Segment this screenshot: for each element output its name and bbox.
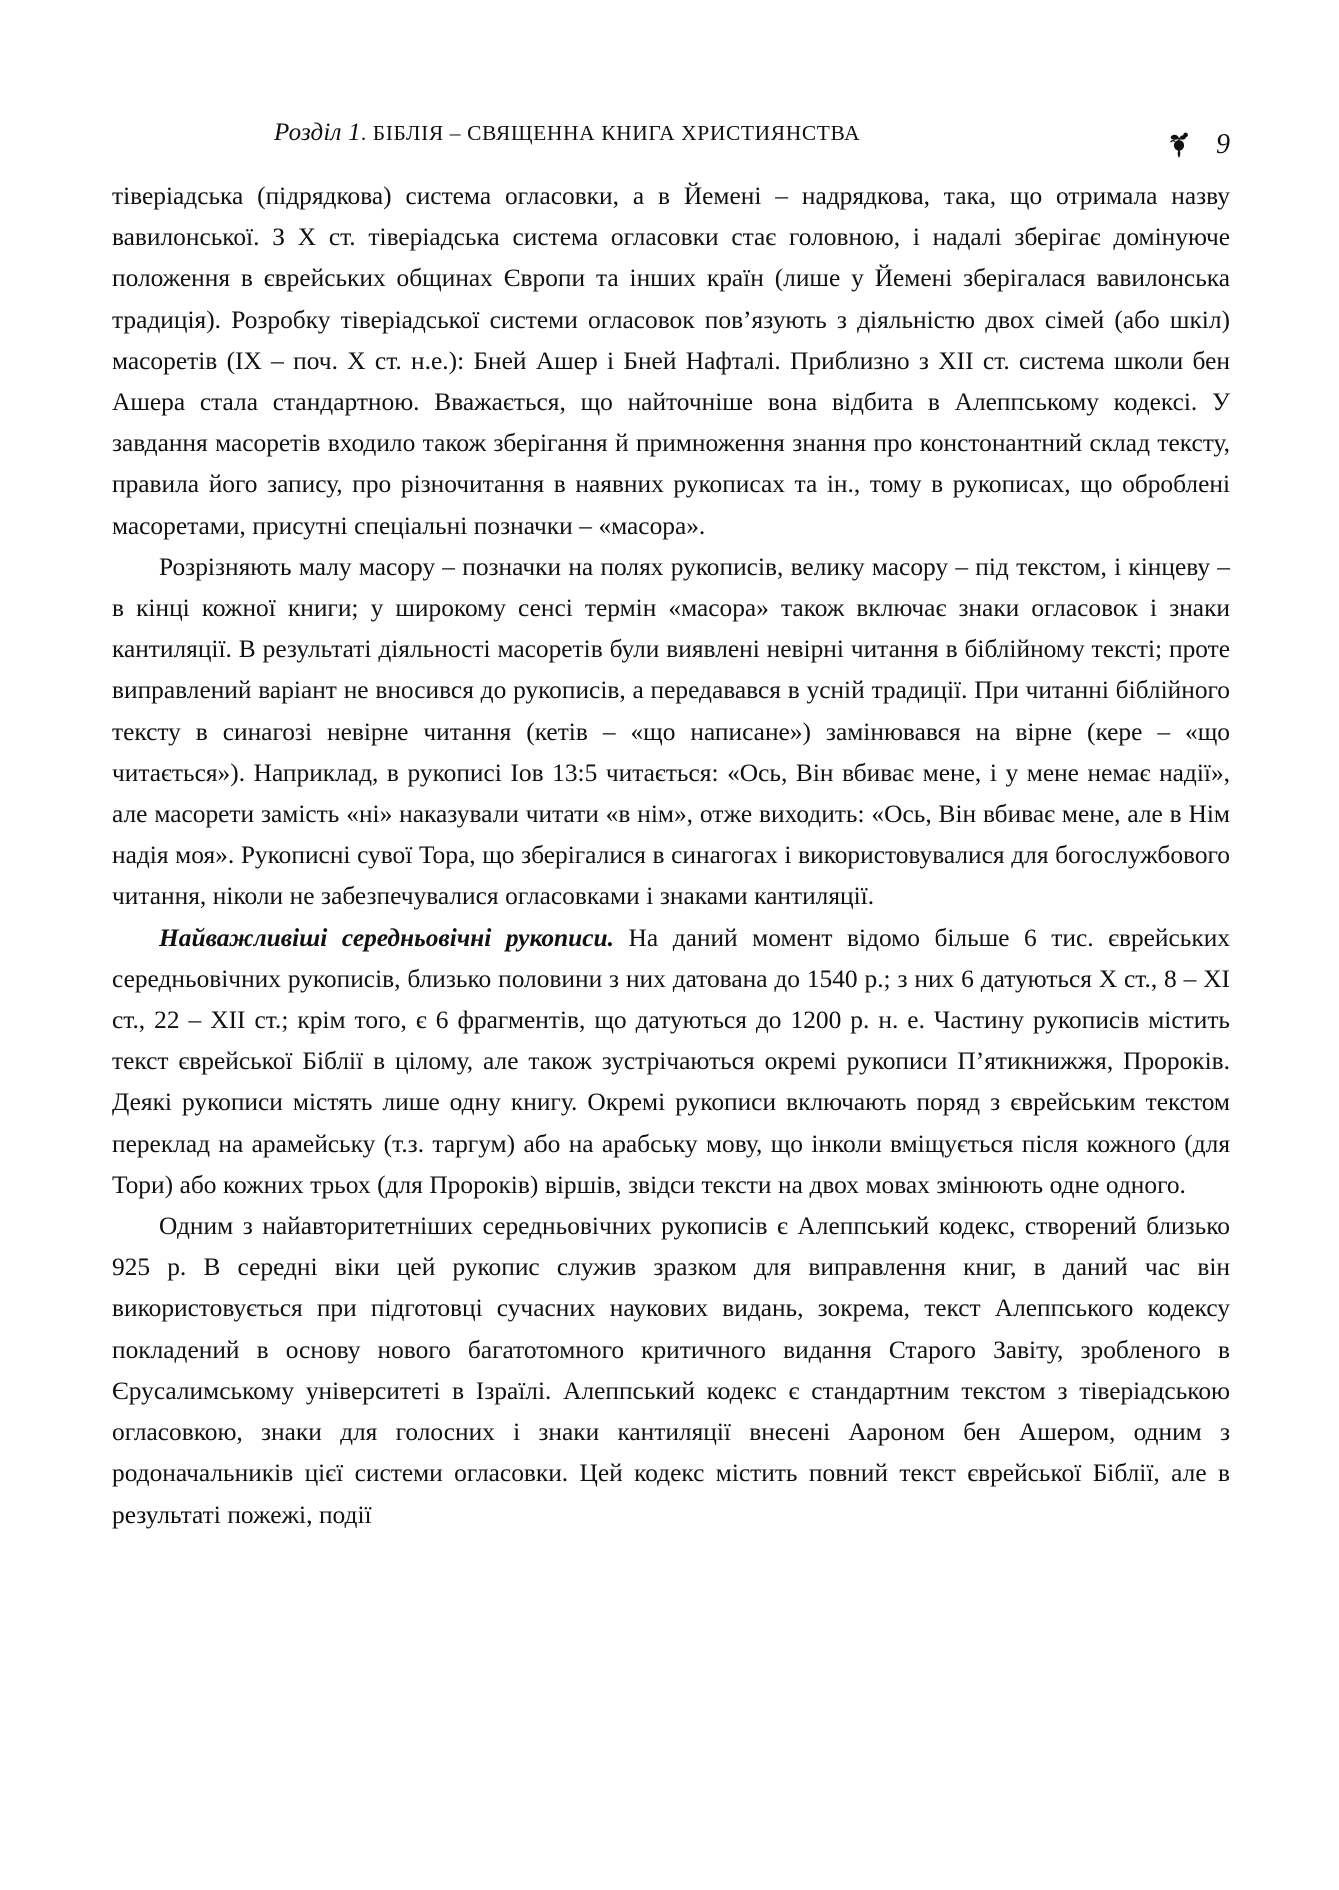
paragraph-text: Одним з найавторитетніших середньовічних рукописів є Алеппський кодекс, створений близько 925 р. В середні віки цей рукопис служив зразком для виправлення книг, в даний час він використовується при підготовці сучасних наукових видань, зокрема, текст Алеппського кодексу покладений в основу нового багатотомного критичного видання Старого Завіту, зробленого в Єрусалимському університеті в Ізраїлі. Алеппський кодекс є стандартним текстом з тіверіадською огласовкою, знаки для голосних і знаки кантиляції внесені Аароном бен Ашером, одним з родоначальників цієї системи огласовки. Цей кодекс містить повний текст єврейської Біблії, але в результаті пожежі, події bbox=[112, 1212, 1230, 1529]
header-separator: . bbox=[360, 121, 373, 145]
running-header bbox=[112, 118, 1230, 160]
paragraph-masora-types bbox=[112, 547, 1230, 918]
paragraph-aleppo-codex bbox=[112, 1206, 1230, 1536]
header-section-title: БІБЛІЯ – СВЯЩЕННА КНИГА ХРИСТИЯНСТВА bbox=[372, 121, 861, 145]
header-title bbox=[274, 118, 860, 148]
flower-ornament-icon bbox=[1164, 127, 1194, 159]
page-number: 9 bbox=[1216, 129, 1230, 160]
paragraph-text: На даний момент відомо більше 6 тис. єврейських середньовічних рукописів, близько половини з них датована до 1540 р.; з них 6 датуються Х ст., 8 – ХІ ст., 22 – ХІІ ст.; крім того, є 6 фрагментів, що датуються до 1200 р. н. е. Частину рукописів містить текст єврейської Біблії в цілому, але також зустрічаються окремі рукописи П’ятикнижжя, Пророків. Деякі рукописи містять лише одну книгу. Окремі рукописи включають поряд з єврейським текстом переклад на арамейську (т.з. таргум) або на арабську мову, що інколи вміщується після кожного (для Тори) або кожних трьох (для Пророків) віршів, звідси тексти на двох мовах змінюють одне одного. bbox=[112, 923, 1230, 1199]
paragraph-masoretic-systems bbox=[112, 176, 1230, 547]
paragraph-text: тіверіадська (підрядкова) система огласовки, а в Йемені – надрядкова, така, що отримала назву вавилонської. З Х ст. тіверіадська система огласовки стає головною, і надалі зберігає домінуюче положення в єврейських общинах Європи та інших країн (лише у Йемені зберігалася вавилонська традиція). Розробку тіверіадської системи огласовок пов’язують з діяльністю двох сімей (або шкіл) масоретів (IX – поч. X ст. н.е.): Бней Ашер і Бней Нафталі. Приблизно з XII ст. система школи бен Ашера стала стандартною. Вважається, що найточніше вона відбита в Алеппському кодексі. У завдання масоретів входило також зберігання й примноження знання про констонантний склад тексту, правила його запису, про різночитання в наявних рукописах та ін., тому в рукописах, що оброблені масоретами, присутні спеціальні позначки – «масора». bbox=[112, 182, 1230, 540]
header-chapter-label: Розділ 1 bbox=[274, 119, 361, 146]
paragraph-text: Розрізняють малу масору – позначки на полях рукописів, велику масору – під текстом, і кінцеву – в кінці кожної книги; у широкому сенсі термін «масора» також включає знаки огласовок і знаки кантиляції. В результаті діяльності масоретів були виявлені невірні читання в біблійному тексті; проте виправлений варіант не вносився до рукописів, а передавався в усній традиції. При читанні біблійного тексту в синагозі невірне читання (кетів – «що написане») замінювався на вірне (кере – «що читається»). Наприклад, в рукописі Іов 13:5 читається: «Ось, Він вбиває мене, і у мене немає надії», але масорети замість «ні» наказували читати «в нім», отже виходить: «Ось, Він вбиває мене, але в Нім надія моя». Рукописні сувої Тора, що зберігалися в синагогах і використовувалися для богослужбового читання, ніколи не забезпечувалися огласовками і знаками кантиляції. bbox=[112, 552, 1230, 911]
paragraph-lead-term: Найважливіші середньовічні рукописи. bbox=[159, 923, 615, 952]
body-text-column bbox=[112, 176, 1230, 1536]
header-right-group bbox=[1164, 127, 1230, 160]
paragraph-medieval-manuscripts bbox=[112, 918, 1230, 1206]
